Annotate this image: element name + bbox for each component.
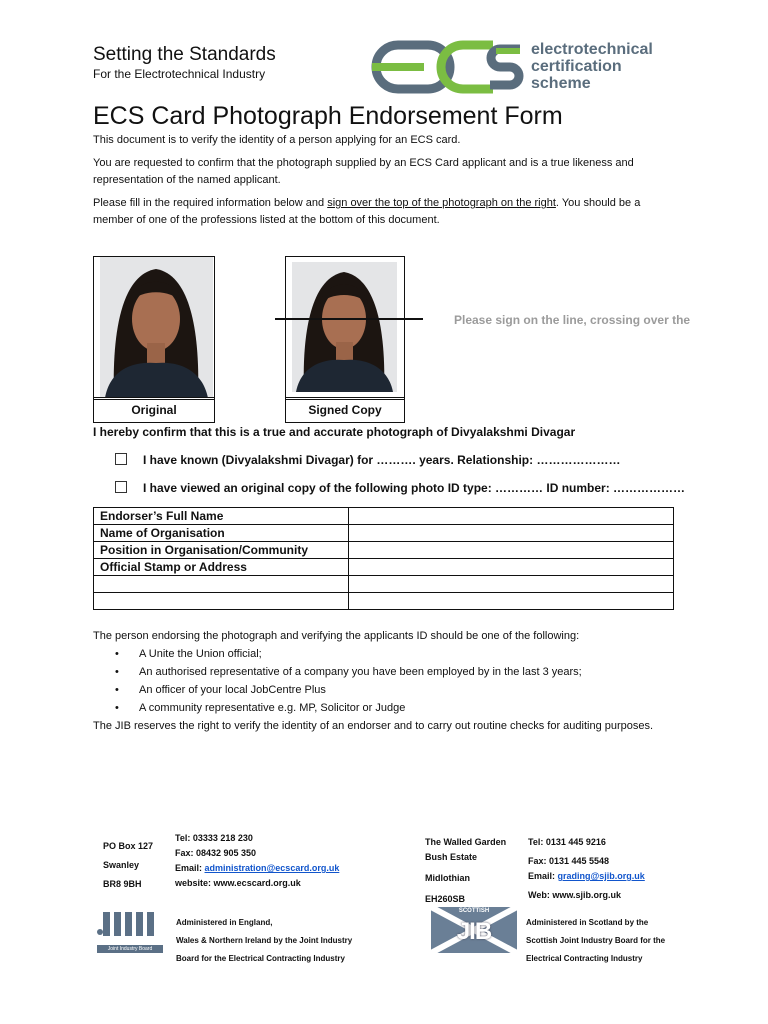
header-title: Setting the Standards — [93, 44, 276, 65]
checkbox-known-label: I have known (Divyalakshmi Divagar) for ………. years. Relationship: ………………… — [143, 453, 621, 467]
table-label — [94, 576, 349, 593]
right-address: The Walled Garden Bush Estate Midlothian EH260SB — [425, 837, 507, 904]
list-item: • An officer of your local JobCentre Plus — [93, 681, 693, 699]
table-label: Official Stamp or Address — [94, 559, 349, 576]
header-subtitle: For the Electrotechnical Industry — [93, 67, 266, 81]
left-contacts: Tel: 03333 218 230 Fax: 08432 905 350 Email: administration@ecscard.org.uk website: www.ecscard.org.uk — [175, 833, 340, 888]
checkbox-viewed-id[interactable] — [115, 481, 127, 493]
signed-photo — [292, 262, 397, 392]
endorser-details-table — [93, 507, 674, 610]
intro-paragraph-2: You are requested to confirm that the photograph supplied by an ECS Card applicant and is a true likeness and representation of the named applicant. — [93, 157, 634, 186]
right-admin-text: Administered in Scotland by the Scottish Joint Industry Board for the Electrical Contracting Industry — [526, 918, 666, 963]
intro-paragraph-3: Please fill in the required information below and sign over the top of the photograph on the right. You should be a member of one of the professions listed at the bottom of this document. — [93, 197, 641, 226]
stamp-address-field[interactable] — [349, 559, 674, 576]
intro-paragraph-1: This document is to verify the identity of a person applying for an ECS card. — [93, 134, 461, 146]
ecs-email-link[interactable]: administration@ecscard.org.uk — [204, 863, 340, 873]
sjib-email-link[interactable]: grading@sjib.org.uk — [557, 871, 645, 881]
checkbox-viewed-id-label: I have viewed an original copy of the following photo ID type: ………… ID number: ……………… — [143, 481, 686, 495]
jib-logo: Joint Industry Board — [97, 910, 163, 952]
table-label: Endorser’s Full Name — [94, 508, 349, 525]
table-row — [94, 576, 674, 593]
confirmation-statement: I hereby confirm that this is a true and accurate photograph of Divyalakshmi Divagar — [93, 425, 576, 439]
original-photo-frame — [93, 256, 215, 400]
table-row — [94, 508, 674, 525]
signed-copy-caption: Signed Copy — [285, 397, 405, 423]
known-checkbox-row[interactable] — [115, 453, 620, 467]
table-row — [94, 559, 674, 576]
table-row — [94, 525, 674, 542]
stamp-address-field-3[interactable] — [349, 593, 674, 610]
table-label — [94, 593, 349, 610]
form-title: ECS Card Photograph Endorsement Form — [93, 102, 563, 130]
endorser-intro: The person endorsing the photograph and verifying the applicants ID should be one of the following: — [93, 630, 580, 642]
original-photo — [100, 257, 213, 398]
logo-text: electrotechnical certification scheme — [531, 41, 653, 92]
organisation-field[interactable] — [349, 525, 674, 542]
signed-photo-frame — [285, 256, 405, 400]
viewed-id-checkbox-row[interactable] — [115, 481, 685, 495]
table-row — [94, 542, 674, 559]
right-contacts: Tel: 0131 445 9216 Fax: 0131 445 5548 Email: grading@sjib.org.uk Web: www.sjib.org.uk — [528, 837, 645, 900]
position-field[interactable] — [349, 542, 674, 559]
signature-line[interactable] — [275, 318, 423, 320]
checkbox-known[interactable] — [115, 453, 127, 465]
list-item: • A community representative e.g. MP, Solicitor or Judge — [93, 699, 693, 717]
sjib-logo: SCOTTISH JIB — [431, 907, 517, 953]
signature-hint: Please sign on the line, crossing over the — [454, 313, 691, 327]
stamp-address-field-2[interactable] — [349, 576, 674, 593]
original-caption: Original — [93, 397, 215, 423]
endorser-requirements — [93, 627, 693, 735]
table-label: Position in Organisation/Community — [94, 542, 349, 559]
table-row — [94, 593, 674, 610]
left-address: PO Box 127 Swanley BR8 9BH — [103, 841, 154, 889]
jib-note: The JIB reserves the right to verify the identity of an endorser and to carry out routine checks for auditing purposes. — [93, 720, 654, 732]
list-item: • An authorised representative of a company you have been employed by in the last 3 years; — [93, 663, 693, 681]
left-admin-text: Administered in England, Wales & Northern Ireland by the Joint Industry Board for the Electrical Contracting Industry — [176, 918, 353, 963]
full-name-field[interactable] — [349, 508, 674, 525]
list-item: • A Unite the Union official; — [93, 645, 693, 663]
table-label: Name of Organisation — [94, 525, 349, 542]
